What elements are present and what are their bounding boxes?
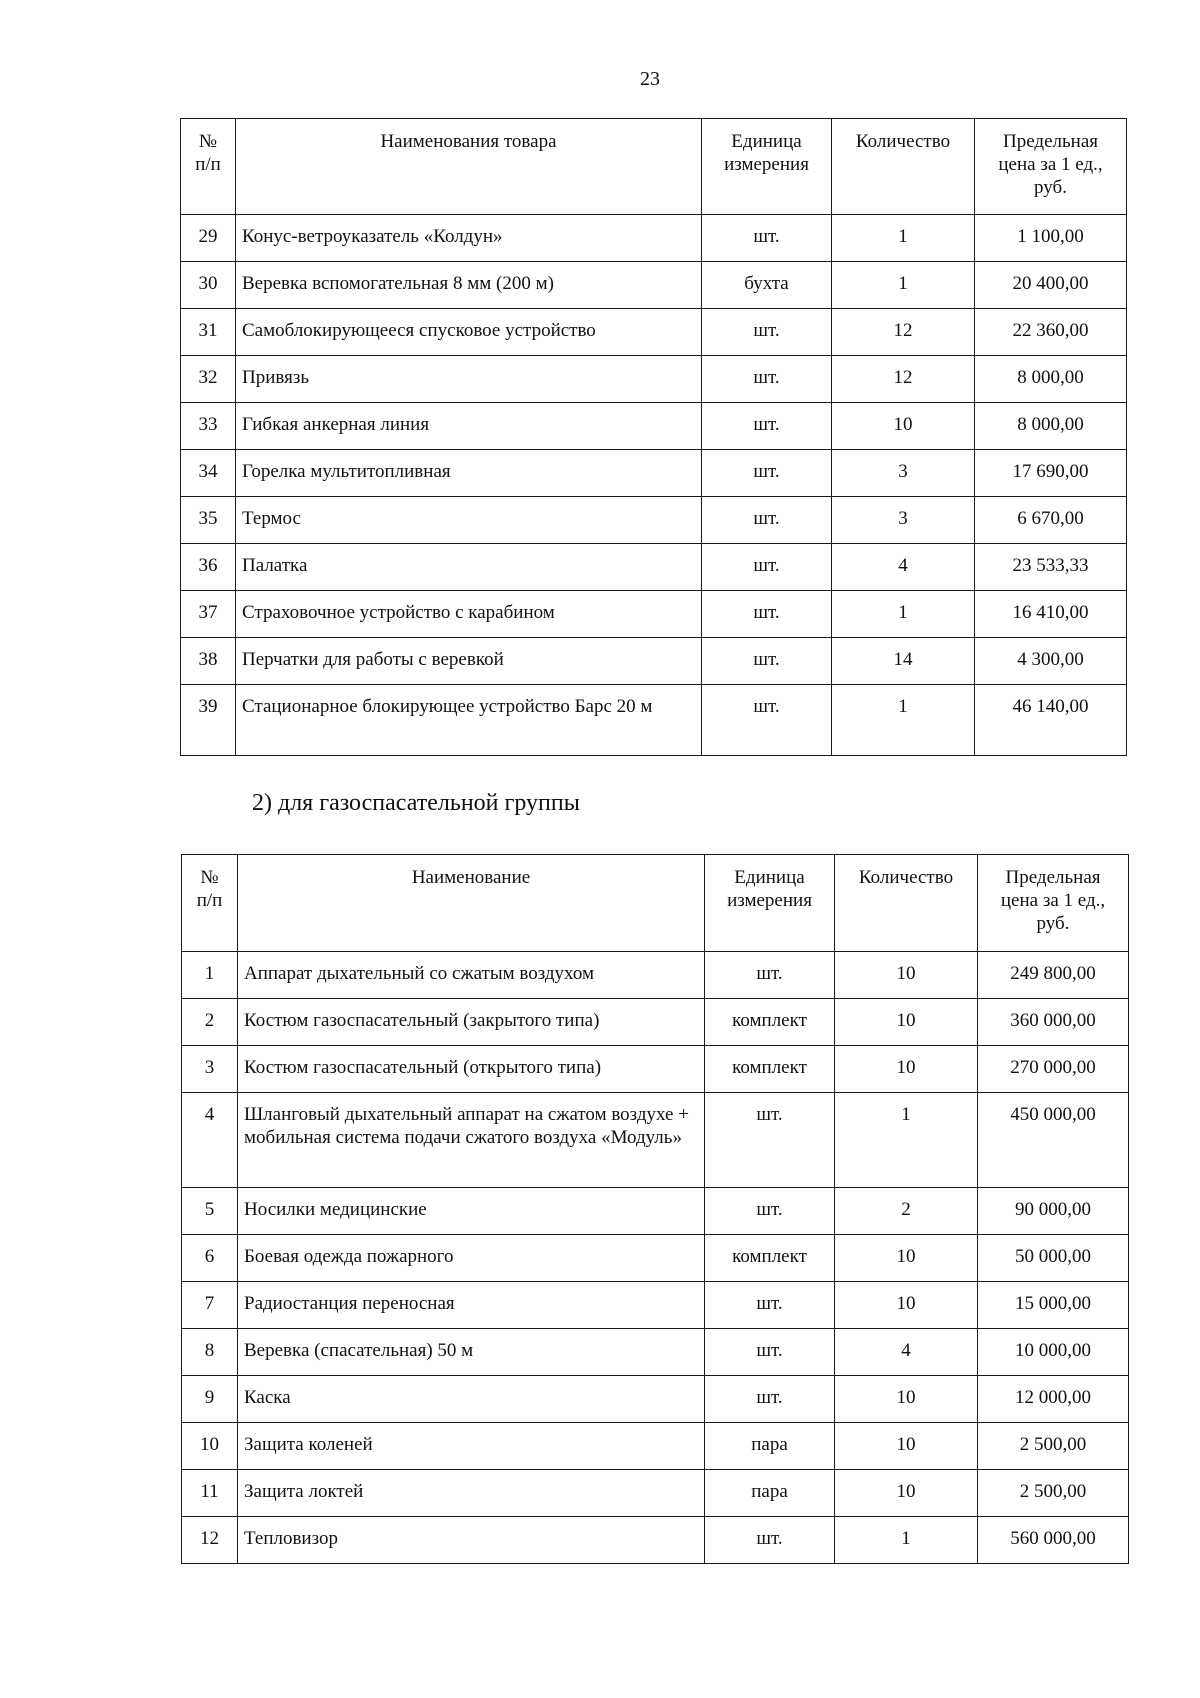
- cell-number: 3: [182, 1046, 238, 1093]
- cell-price: 90 000,00: [978, 1188, 1129, 1235]
- cell-price: 10 000,00: [978, 1329, 1129, 1376]
- cell-name: Носилки медицинские: [238, 1188, 705, 1235]
- cell-unit: бухта: [702, 262, 832, 309]
- table-row: [182, 1046, 1129, 1093]
- table-body: [182, 952, 1129, 1564]
- cell-name: Перчатки для работы с веревкой: [236, 638, 702, 685]
- cell-number: 8: [182, 1329, 238, 1376]
- table-row: [181, 638, 1127, 685]
- cell-number: 30: [181, 262, 236, 309]
- cell-name: Шланговый дыхательный аппарат на сжатом воздухе + мобильная система подачи сжатого воздуха «Модуль»: [238, 1093, 705, 1188]
- cell-unit: шт.: [702, 497, 832, 544]
- table-row: [182, 999, 1129, 1046]
- header-number: № п/п: [181, 119, 236, 215]
- cell-unit: шт.: [705, 1329, 835, 1376]
- cell-price: 4 300,00: [975, 638, 1127, 685]
- table-row: [181, 450, 1127, 497]
- table-row: [182, 1470, 1129, 1517]
- table-row: [181, 544, 1127, 591]
- table-header-row: [182, 855, 1129, 952]
- table-row: [182, 1093, 1129, 1188]
- cell-price: 249 800,00: [978, 952, 1129, 999]
- cell-quantity: 2: [835, 1188, 978, 1235]
- cell-name: Каска: [238, 1376, 705, 1423]
- header-price: Предельная цена за 1 ед., руб.: [975, 119, 1127, 215]
- cell-name: Веревка вспомогательная 8 мм (200 м): [236, 262, 702, 309]
- table-row: [181, 262, 1127, 309]
- cell-price: 8 000,00: [975, 403, 1127, 450]
- cell-number: 5: [182, 1188, 238, 1235]
- cell-number: 12: [182, 1517, 238, 1564]
- cell-unit: шт.: [705, 1517, 835, 1564]
- cell-quantity: 10: [832, 403, 975, 450]
- table-row: [181, 497, 1127, 544]
- cell-name: Привязь: [236, 356, 702, 403]
- table-row: [181, 215, 1127, 262]
- cell-price: 15 000,00: [978, 1282, 1129, 1329]
- table-row: [182, 952, 1129, 999]
- table-row: [182, 1188, 1129, 1235]
- cell-price: 50 000,00: [978, 1235, 1129, 1282]
- cell-quantity: 10: [835, 1046, 978, 1093]
- cell-number: 7: [182, 1282, 238, 1329]
- cell-quantity: 12: [832, 309, 975, 356]
- cell-number: 4: [182, 1093, 238, 1188]
- cell-name: Палатка: [236, 544, 702, 591]
- cell-price: 2 500,00: [978, 1470, 1129, 1517]
- table-row: [181, 591, 1127, 638]
- cell-price: 2 500,00: [978, 1423, 1129, 1470]
- cell-name: Самоблокирующееся спусковое устройство: [236, 309, 702, 356]
- cell-unit: шт.: [702, 638, 832, 685]
- cell-quantity: 1: [835, 1093, 978, 1188]
- cell-number: 2: [182, 999, 238, 1046]
- cell-number: 38: [181, 638, 236, 685]
- header-number: № п/п: [182, 855, 238, 952]
- cell-unit: комплект: [705, 1235, 835, 1282]
- cell-name: Гибкая анкерная линия: [236, 403, 702, 450]
- cell-price: 270 000,00: [978, 1046, 1129, 1093]
- header-unit: Единица измерения: [702, 119, 832, 215]
- cell-quantity: 3: [832, 450, 975, 497]
- cell-quantity: 10: [835, 1470, 978, 1517]
- cell-unit: пара: [705, 1470, 835, 1517]
- header-unit: Единица измерения: [705, 855, 835, 952]
- cell-price: 17 690,00: [975, 450, 1127, 497]
- cell-unit: шт.: [702, 450, 832, 497]
- cell-unit: шт.: [705, 1093, 835, 1188]
- header-name: Наименование: [238, 855, 705, 952]
- cell-number: 31: [181, 309, 236, 356]
- equipment-table-2: [181, 854, 1129, 1564]
- header-name: Наименования товара: [236, 119, 702, 215]
- cell-quantity: 1: [832, 215, 975, 262]
- cell-name: Аппарат дыхательный со сжатым воздухом: [238, 952, 705, 999]
- cell-number: 6: [182, 1235, 238, 1282]
- cell-price: 46 140,00: [975, 685, 1127, 756]
- cell-price: 560 000,00: [978, 1517, 1129, 1564]
- cell-quantity: 3: [832, 497, 975, 544]
- table-row: [182, 1329, 1129, 1376]
- cell-unit: комплект: [705, 1046, 835, 1093]
- cell-quantity: 1: [832, 685, 975, 756]
- cell-number: 37: [181, 591, 236, 638]
- cell-unit: шт.: [702, 309, 832, 356]
- cell-unit: шт.: [702, 356, 832, 403]
- cell-quantity: 10: [835, 1423, 978, 1470]
- cell-number: 32: [181, 356, 236, 403]
- cell-quantity: 10: [835, 1376, 978, 1423]
- table-row: [182, 1423, 1129, 1470]
- table-body: [181, 215, 1127, 756]
- cell-name: Термос: [236, 497, 702, 544]
- cell-quantity: 4: [832, 544, 975, 591]
- cell-unit: комплект: [705, 999, 835, 1046]
- table-row: [181, 356, 1127, 403]
- cell-number: 29: [181, 215, 236, 262]
- table-row: [182, 1282, 1129, 1329]
- header-quantity: Количество: [835, 855, 978, 952]
- cell-unit: шт.: [702, 403, 832, 450]
- cell-name: Веревка (спасательная) 50 м: [238, 1329, 705, 1376]
- cell-number: 33: [181, 403, 236, 450]
- cell-unit: шт.: [705, 1188, 835, 1235]
- cell-number: 11: [182, 1470, 238, 1517]
- cell-price: 450 000,00: [978, 1093, 1129, 1188]
- table-row: [182, 1376, 1129, 1423]
- cell-unit: шт.: [702, 215, 832, 262]
- cell-number: 10: [182, 1423, 238, 1470]
- cell-price: 16 410,00: [975, 591, 1127, 638]
- page-number: 23: [640, 68, 660, 90]
- cell-quantity: 12: [832, 356, 975, 403]
- cell-price: 23 533,33: [975, 544, 1127, 591]
- cell-name: Радиостанция переносная: [238, 1282, 705, 1329]
- cell-unit: шт.: [705, 952, 835, 999]
- header-price: Предельная цена за 1 ед., руб.: [978, 855, 1129, 952]
- cell-quantity: 1: [832, 591, 975, 638]
- table-header-row: [181, 119, 1127, 215]
- cell-quantity: 10: [835, 1235, 978, 1282]
- cell-name: Стационарное блокирующее устройство Барс 20 м: [236, 685, 702, 756]
- cell-name: Защита коленей: [238, 1423, 705, 1470]
- cell-price: 360 000,00: [978, 999, 1129, 1046]
- cell-quantity: 1: [832, 262, 975, 309]
- cell-name: Страховочное устройство с карабином: [236, 591, 702, 638]
- cell-price: 22 360,00: [975, 309, 1127, 356]
- cell-name: Конус-ветроуказатель «Колдун»: [236, 215, 702, 262]
- cell-number: 35: [181, 497, 236, 544]
- cell-quantity: 1: [835, 1517, 978, 1564]
- cell-number: 39: [181, 685, 236, 756]
- section-heading: 2) для газоспасательной группы: [252, 790, 580, 816]
- cell-price: 6 670,00: [975, 497, 1127, 544]
- table-row: [181, 685, 1127, 756]
- table-row: [181, 403, 1127, 450]
- cell-name: Костюм газоспасательный (открытого типа): [238, 1046, 705, 1093]
- cell-number: 34: [181, 450, 236, 497]
- cell-number: 36: [181, 544, 236, 591]
- table-row: [181, 309, 1127, 356]
- cell-number: 9: [182, 1376, 238, 1423]
- cell-price: 20 400,00: [975, 262, 1127, 309]
- cell-unit: шт.: [702, 685, 832, 756]
- cell-quantity: 4: [835, 1329, 978, 1376]
- cell-number: 1: [182, 952, 238, 999]
- cell-name: Тепловизор: [238, 1517, 705, 1564]
- header-quantity: Количество: [832, 119, 975, 215]
- cell-quantity: 14: [832, 638, 975, 685]
- cell-name: Боевая одежда пожарного: [238, 1235, 705, 1282]
- cell-price: 8 000,00: [975, 356, 1127, 403]
- cell-name: Горелка мультитопливная: [236, 450, 702, 497]
- cell-quantity: 10: [835, 1282, 978, 1329]
- table-row: [182, 1517, 1129, 1564]
- cell-unit: пара: [705, 1423, 835, 1470]
- cell-price: 12 000,00: [978, 1376, 1129, 1423]
- equipment-table-1: [180, 118, 1127, 756]
- cell-price: 1 100,00: [975, 215, 1127, 262]
- table-row: [182, 1235, 1129, 1282]
- cell-unit: шт.: [705, 1282, 835, 1329]
- cell-quantity: 10: [835, 952, 978, 999]
- cell-unit: шт.: [705, 1376, 835, 1423]
- cell-quantity: 10: [835, 999, 978, 1046]
- cell-name: Защита локтей: [238, 1470, 705, 1517]
- cell-unit: шт.: [702, 591, 832, 638]
- cell-unit: шт.: [702, 544, 832, 591]
- cell-name: Костюм газоспасательный (закрытого типа): [238, 999, 705, 1046]
